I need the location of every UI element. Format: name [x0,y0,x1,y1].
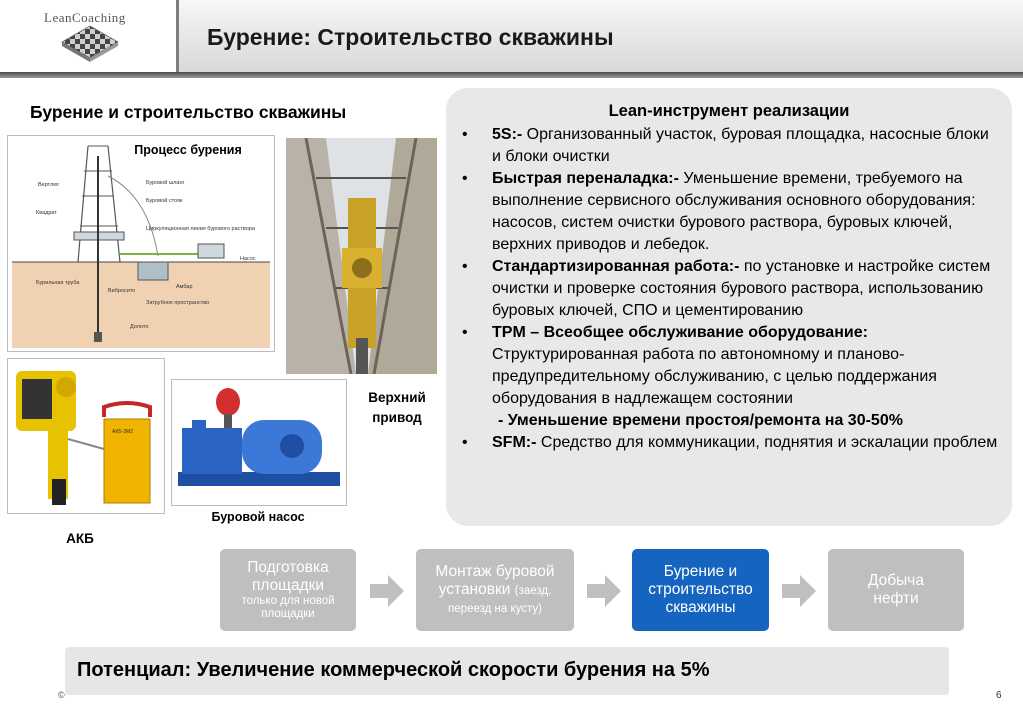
lean-tools-list [460,124,1000,454]
step-label: Бурение и строительство скважины [648,563,753,616]
process-step-rig-installation [416,549,574,631]
list-item: • SFM:- Средство для коммуникации, поднятия и эскалации проблем [460,432,1000,454]
chessboard-icon [60,24,120,64]
process-step-drilling [632,549,769,631]
diagram-label: Амбар [176,284,193,290]
diagram-label: Буровой стояк [146,198,183,204]
process-step-site-preparation [220,549,356,631]
step-label: Подготовка площадки [247,559,329,594]
header-rule [0,72,1023,78]
list-item: • Стандартизированная работа:- по установке и настройке систем очистки и проверке состояния бурового раствора, использованию буровых ключей, СПО и цементированию [460,256,1000,322]
potential-text: Потенциал: Увеличение коммерческой скорости бурения на 5% [77,659,710,681]
diagram-label: Затрубное пространство [146,300,210,306]
mud-pump-photo [171,379,347,506]
title-bar [179,0,1023,72]
logo-text: LeanCoaching [44,10,126,25]
akb-machine-drawing [8,359,164,513]
diagram-label: Вибросито [108,288,136,294]
akb-photo [7,358,165,514]
list-item: • Быстрая переналадка:- Уменьшение времени, требуемого на выполнение сервисного обслуживания основного оборудования: насосов, систем очистки бурового раствора, буровых ключей, верхних приводов и лебедок. [460,168,1000,256]
arrow-right-icon [587,575,621,607]
top-drive-caption-line1: Верхний [368,390,426,405]
diagram-label: Квадрат [36,210,57,216]
drilling-rig-drawing [8,136,274,351]
section-title: Бурение и строительство скважины [30,102,347,122]
diagram-label: Буровой шланг [146,180,185,186]
diagram-label: Циркуляционная линия бурового раствора [146,226,255,232]
list-sub-item: - Уменьшение времени простоя/ремонта на 30-50% [498,412,903,429]
drilling-process-caption: Процесс бурения [134,143,242,157]
process-step-oil-production [828,549,964,631]
lean-tools-panel [446,88,1012,526]
akb-caption: АКБ [66,531,94,546]
diagram-label: Вертлюг [38,182,60,188]
diagram-label: Долото [130,324,149,330]
derrick-photo-drawing [286,138,437,374]
lean-tools-title: Lean-инструмент реализации [608,102,850,120]
arrow-right-icon [782,575,816,607]
top-drive-caption-line2: привод [372,410,422,425]
list-item: • TPM – Всеобщее обслуживание оборудование: Структурированная работа по автономному и планово-предупредительному обслуживанию, с целью поддержания оборудования в надлежащем состоянии [460,322,1000,410]
drilling-process-diagram [7,135,275,352]
list-item: • 5S:- Организованный участок, буровая площадка, насосные блоки и блоки очистки [460,124,1000,168]
page-number: 6 [996,690,1002,701]
akb-panel-label: АКБ-3М2 [112,429,133,435]
page-title: Бурение: Строительство скважины [207,24,614,50]
diagram-label: Насос [240,256,256,262]
potential-banner [65,647,949,695]
step-note: (заезд, переезд на кусту) [448,585,552,615]
copyright: © [58,690,65,700]
step-label: Монтаж буровой установки (заезд, переезд на кусту) [435,563,555,615]
diagram-label: Бурильная труба [36,280,80,286]
step-label: Добыча нефти [867,572,924,607]
mud-pump-caption: Буровой насос [211,510,305,524]
step-note: только для новой площадки [241,595,335,620]
arrow-right-icon [370,575,404,607]
mud-pump-drawing [172,380,346,505]
logo [0,0,176,72]
top-drive-photo [286,138,437,374]
top-drive-caption [357,388,437,428]
